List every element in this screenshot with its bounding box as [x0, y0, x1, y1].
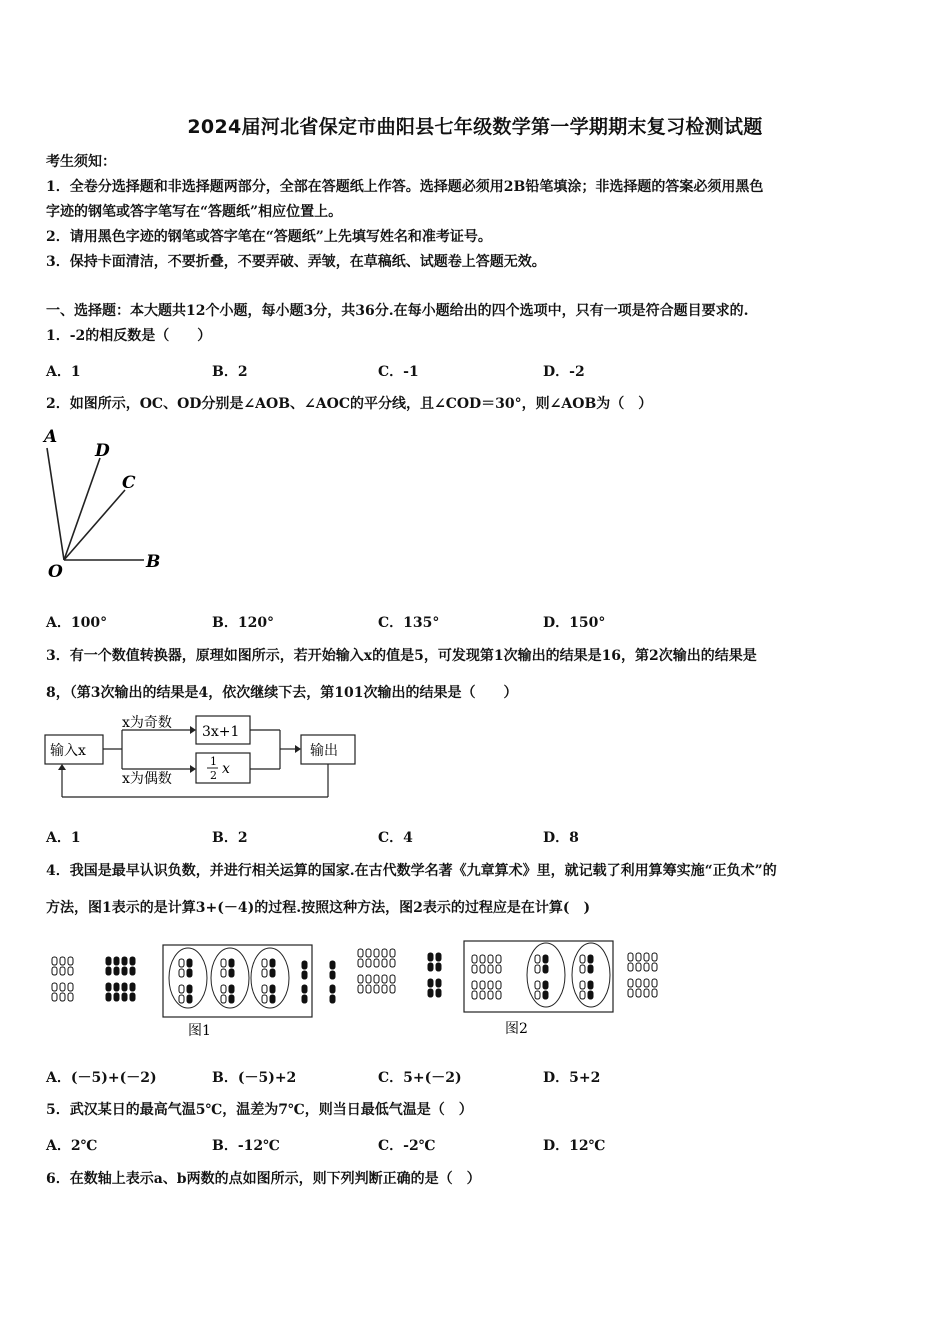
white-rod-mark [636, 979, 641, 987]
white-rod-mark [636, 953, 641, 961]
white-rod-mark [179, 985, 184, 993]
notice-line-2: 2．请用黑色字迹的钢笔或答字笔在“答题纸”上先填写姓名和准考证号。 [46, 229, 492, 245]
question-3-stem-2: 8，（第3次输出的结果是4，依次继续下去，第101次输出的结果是（ ） [46, 685, 518, 701]
black-rod-mark [122, 993, 127, 1001]
white-rod-mark [52, 967, 57, 975]
white-rod-mark [496, 965, 501, 973]
q4-option-d[interactable]: D．5+2 [543, 1070, 601, 1086]
figure-1-label: 图1 [188, 1023, 211, 1039]
black-rod-mark [302, 961, 307, 969]
notice-line-1b: 字迹的钢笔或答字笔写在“答题纸”相应位置上。 [46, 204, 343, 220]
black-rod-mark [187, 959, 192, 967]
q5-option-b[interactable]: B．-12℃ [212, 1138, 280, 1154]
label-o: O [48, 562, 63, 582]
converter-half-var: x [222, 761, 230, 777]
white-rod-mark [390, 959, 395, 967]
white-rod-mark [68, 967, 73, 975]
question-6-stem: 6．在数轴上表示a、b两数的点如图所示，则下列判断正确的是（ ） [46, 1171, 481, 1187]
white-rod-mark [488, 991, 493, 999]
white-rod-mark [390, 985, 395, 993]
white-rod-mark [580, 955, 585, 963]
black-rod-mark [330, 995, 335, 1003]
white-rod-mark [496, 991, 501, 999]
black-rod-mark [187, 985, 192, 993]
white-rod-mark [221, 985, 226, 993]
white-rod-mark [644, 953, 649, 961]
white-rod-mark [644, 979, 649, 987]
white-rod-mark [262, 969, 267, 977]
white-rod-mark [358, 959, 363, 967]
white-rod-mark [628, 979, 633, 987]
label-d: D [95, 441, 110, 461]
converter-input: 输入x [50, 743, 86, 759]
black-rod-mark [543, 981, 548, 989]
white-rod-mark [496, 981, 501, 989]
white-rod-mark [60, 967, 65, 975]
white-rod-mark [179, 995, 184, 1003]
black-rod-mark [543, 965, 548, 973]
white-rod-mark [535, 965, 540, 973]
black-rod-mark [122, 957, 127, 965]
q1-option-a[interactable]: A．1 [46, 364, 81, 380]
black-rod-mark [428, 963, 433, 971]
q4-option-c[interactable]: C．5+(－2) [378, 1070, 462, 1086]
black-rod-mark [588, 965, 593, 973]
black-rod-mark [106, 993, 111, 1001]
white-rod-mark [382, 949, 387, 957]
q2-option-b[interactable]: B．120° [212, 615, 275, 631]
q3-option-a[interactable]: A．1 [46, 830, 81, 846]
white-rod-mark [480, 955, 485, 963]
notice-heading: 考生须知： [46, 154, 116, 170]
white-rod-mark [52, 983, 57, 991]
black-rod-mark [229, 985, 234, 993]
black-rod-mark [588, 981, 593, 989]
white-rod-mark [221, 969, 226, 977]
white-rod-mark [644, 989, 649, 997]
black-rod-mark [114, 967, 119, 975]
black-rod-mark [270, 969, 275, 977]
black-rod-mark [330, 961, 335, 969]
notice-line-3: 3．保持卡面清洁，不要折叠，不要弄破、弄皱，在草稿纸、试题卷上答题无效。 [46, 254, 546, 270]
white-rod-mark [480, 991, 485, 999]
white-rod-mark [262, 959, 267, 967]
white-rod-mark [374, 975, 379, 983]
question-4-stem-2: 方法，图1表示的是计算3+(－4)的过程.按照这种方法，图2表示的过程应是在计算( ) [46, 900, 591, 916]
white-rod-mark [628, 953, 633, 961]
q2-option-a[interactable]: A．100° [46, 615, 108, 631]
white-rod-mark [628, 963, 633, 971]
white-rod-mark [374, 985, 379, 993]
white-rod-mark [472, 965, 477, 973]
black-rod-mark [436, 963, 441, 971]
white-rod-mark [644, 963, 649, 971]
black-rod-mark [114, 957, 119, 965]
figure-2-label: 图2 [505, 1021, 528, 1037]
q1-option-b[interactable]: B．2 [212, 364, 248, 380]
black-rod-mark [114, 993, 119, 1001]
black-rod-mark [543, 955, 548, 963]
white-rod-mark [262, 985, 267, 993]
black-rod-mark [122, 983, 127, 991]
black-rod-mark [270, 959, 275, 967]
white-rod-mark [480, 965, 485, 973]
white-rod-mark [179, 969, 184, 977]
question-1-stem: 1．-2的相反数是（ ） [46, 328, 212, 344]
white-rod-mark [652, 963, 657, 971]
question-3-stem-1: 3．有一个数值转换器，原理如图所示，若开始输入x的值是5，可发现第1次输出的结果是16，第2次输出的结果是 [46, 648, 757, 664]
white-rod-mark [60, 957, 65, 965]
white-rod-mark [472, 981, 477, 989]
black-rod-mark [428, 989, 433, 997]
q2-option-d[interactable]: D．150° [543, 615, 606, 631]
black-rod-mark [436, 989, 441, 997]
white-rod-mark [390, 949, 395, 957]
white-rod-mark [358, 975, 363, 983]
black-rod-mark [130, 957, 135, 965]
white-rod-mark [60, 993, 65, 1001]
q3-option-b[interactable]: B．2 [212, 830, 248, 846]
white-rod-mark [488, 981, 493, 989]
black-rod-mark [302, 985, 307, 993]
white-rod-mark [52, 993, 57, 1001]
q4-option-a[interactable]: A．(－5)+(－2) [46, 1070, 157, 1086]
q5-option-a[interactable]: A．2℃ [46, 1138, 98, 1154]
notice-line-1a: 1．全卷分选择题和非选择题两部分，全部在答题纸上作答。选择题必须用2B铅笔填涂；非选择题的答案必须用黑色 [46, 179, 764, 195]
white-rod-mark [374, 949, 379, 957]
white-rod-mark [366, 975, 371, 983]
black-rod-mark [130, 967, 135, 975]
q5-option-d[interactable]: D．12℃ [543, 1138, 606, 1154]
converter-odd-formula: 3x+1 [202, 724, 240, 740]
black-rod-mark [436, 953, 441, 961]
white-rod-mark [580, 991, 585, 999]
q3-option-d[interactable]: D．8 [543, 830, 579, 846]
converter-half-den: 2 [210, 769, 217, 782]
white-rod-mark [382, 985, 387, 993]
white-rod-mark [652, 989, 657, 997]
counting-rods-figure [40, 935, 680, 1045]
black-rod-mark [106, 983, 111, 991]
white-rod-mark [580, 965, 585, 973]
white-rod-mark [68, 993, 73, 1001]
white-rod-mark [390, 975, 395, 983]
converter-half-num: 1 [210, 755, 217, 768]
black-rod-mark [130, 993, 135, 1001]
converter-output: 输出 [310, 743, 338, 759]
black-rod-mark [122, 967, 127, 975]
black-rod-mark [270, 985, 275, 993]
white-rod-mark [652, 953, 657, 961]
black-rod-mark [106, 957, 111, 965]
black-rod-mark [588, 955, 593, 963]
white-rod-mark [628, 989, 633, 997]
white-rod-mark [580, 981, 585, 989]
label-a: A [44, 427, 58, 447]
white-rod-mark [652, 979, 657, 987]
white-rod-mark [358, 949, 363, 957]
white-rod-mark [68, 957, 73, 965]
white-rod-mark [221, 959, 226, 967]
q4-option-b[interactable]: B．(－5)+2 [212, 1070, 297, 1086]
question-5-stem: 5．武汉某日的最高气温5℃，温差为7℃，则当日最低气温是（ ） [46, 1102, 473, 1118]
white-rod-mark [382, 959, 387, 967]
white-rod-mark [488, 955, 493, 963]
white-rod-mark [366, 949, 371, 957]
white-rod-mark [636, 989, 641, 997]
q5-option-c[interactable]: C．-2℃ [378, 1138, 436, 1154]
black-rod-mark [187, 969, 192, 977]
black-rod-mark [229, 959, 234, 967]
white-rod-mark [382, 975, 387, 983]
q1-option-c[interactable]: C．-1 [378, 364, 419, 380]
white-rod-mark [179, 959, 184, 967]
angle-diagram [40, 420, 180, 590]
black-rod-mark [187, 995, 192, 1003]
black-rod-mark [229, 969, 234, 977]
white-rod-mark [480, 981, 485, 989]
question-4-stem-1: 4．我国是最早认识负数，并进行相关运算的国家.在古代数学名著《九章算术》里，就记载了利用算筹实施“正负术”的 [46, 863, 777, 879]
black-rod-mark [436, 979, 441, 987]
section-heading: 一、选择题：本大题共12个小题，每小题3分，共36分.在每小题给出的四个选项中，只有一项是符合题目要求的. [46, 303, 749, 319]
black-rod-mark [130, 983, 135, 991]
q3-option-c[interactable]: C．4 [378, 830, 413, 846]
black-rod-mark [114, 983, 119, 991]
white-rod-mark [472, 991, 477, 999]
white-rod-mark [374, 959, 379, 967]
converter-even-label: x为偶数 [122, 771, 172, 787]
question-2-stem: 2．如图所示，OC、OD分别是∠AOB、∠AOC的平分线，且∠COD＝30°，则∠AOB为（ ） [46, 396, 653, 412]
white-rod-mark [52, 957, 57, 965]
black-rod-mark [330, 971, 335, 979]
black-rod-mark [302, 995, 307, 1003]
black-rod-mark [428, 953, 433, 961]
q2-option-c[interactable]: C．135° [378, 615, 440, 631]
white-rod-mark [472, 955, 477, 963]
q1-option-d[interactable]: D．-2 [543, 364, 585, 380]
white-rod-mark [221, 995, 226, 1003]
black-rod-mark [270, 995, 275, 1003]
black-rod-mark [543, 991, 548, 999]
converter-diagram [40, 708, 370, 804]
page-title: 2024届河北省保定市曲阳县七年级数学第一学期期末复习检测试题 [187, 116, 763, 138]
white-rod-mark [358, 985, 363, 993]
converter-odd-label: x为奇数 [122, 715, 172, 731]
label-c: C [122, 473, 136, 493]
white-rod-mark [636, 963, 641, 971]
white-rod-mark [262, 995, 267, 1003]
white-rod-mark [535, 955, 540, 963]
white-rod-mark [366, 959, 371, 967]
black-rod-mark [106, 967, 111, 975]
label-b: B [146, 552, 161, 572]
white-rod-mark [496, 955, 501, 963]
black-rod-mark [428, 979, 433, 987]
black-rod-mark [229, 995, 234, 1003]
black-rod-mark [302, 971, 307, 979]
white-rod-mark [60, 983, 65, 991]
black-rod-mark [588, 991, 593, 999]
white-rod-mark [366, 985, 371, 993]
black-rod-mark [330, 985, 335, 993]
white-rod-mark [488, 965, 493, 973]
white-rod-mark [535, 991, 540, 999]
white-rod-mark [535, 981, 540, 989]
white-rod-mark [68, 983, 73, 991]
